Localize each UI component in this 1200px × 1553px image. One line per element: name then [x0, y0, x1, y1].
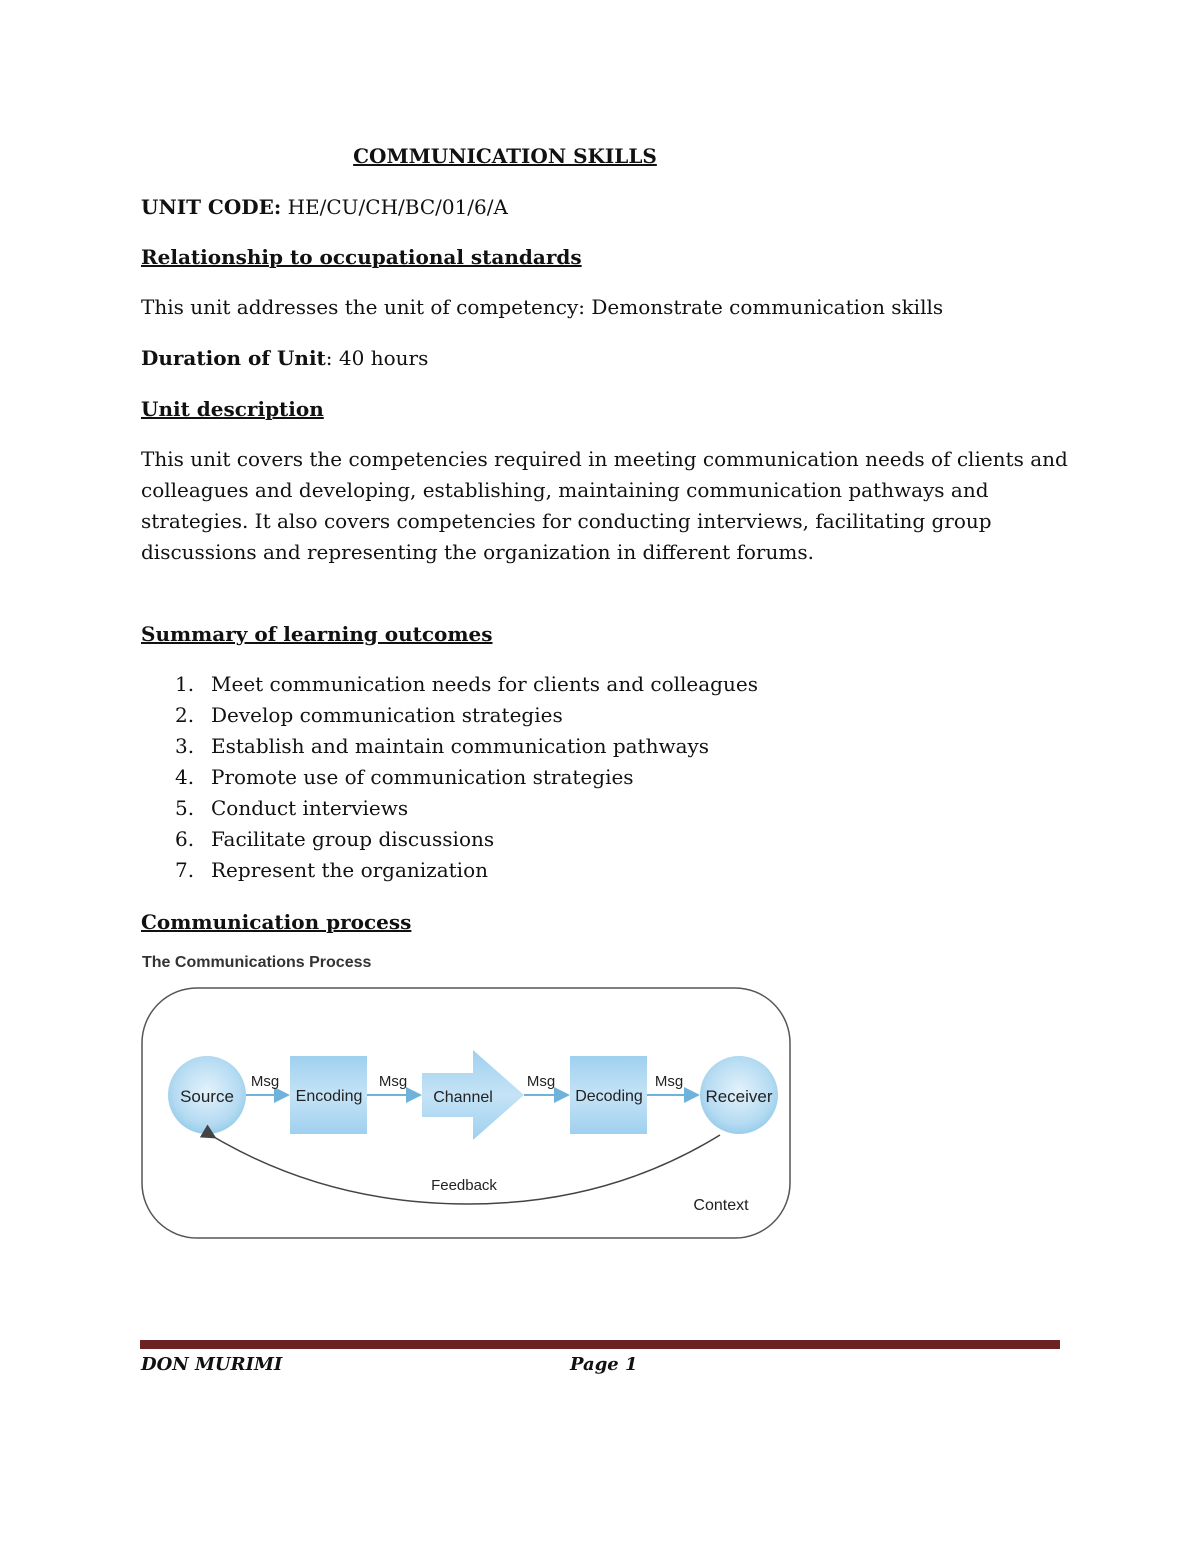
source-label: Source [180, 1087, 234, 1106]
msg-label: Msg [250, 1073, 280, 1090]
duration-line [141, 343, 428, 374]
channel-label: Channel [433, 1089, 493, 1106]
msg-label: Msg [378, 1073, 408, 1090]
communication-process-diagram [138, 982, 798, 1244]
list-item: 2. Develop communication strategies [175, 703, 563, 727]
list-item: 7. Represent the organization [175, 858, 489, 882]
receiver-label: Receiver [705, 1087, 773, 1106]
footer-author: DON MURIMI [141, 1354, 283, 1375]
page-title: COMMUNICATION SKILLS [353, 144, 657, 168]
list-item: 3. Establish and maintain communication pathways [175, 734, 710, 758]
unit-code-line [141, 192, 508, 223]
context-label: Context [693, 1197, 749, 1214]
feedback-label: Feedback [431, 1177, 497, 1194]
communication-process-heading: Communication process [141, 910, 412, 934]
learning-outcomes-list [141, 669, 758, 886]
list-item: 4. Promote use of communication strategies [175, 765, 634, 789]
list-item: 5. Conduct interviews [175, 796, 409, 820]
unit-code-label: UNIT CODE: [141, 195, 282, 219]
msg-label: Msg [526, 1073, 556, 1090]
relationship-text: This unit addresses the unit of competency: Demonstrate communication skills [141, 295, 944, 319]
encoding-label: Encoding [295, 1088, 363, 1105]
unit-description-text: This unit covers the competencies required in meeting communication needs of clients and colleagues and developing, establishing, maintaining communication pathways and strategies. It also covers competencies for conducting interviews, facilitating group discussions and representing the organization in different forums. [141, 447, 1068, 564]
learning-outcomes-heading: Summary of learning outcomes [141, 622, 493, 646]
unit-code-value: HE/CU/CH/BC/01/6/A [287, 195, 508, 219]
duration-value: : 40 hours [325, 346, 429, 370]
footer-page-number: Page 1 [570, 1354, 638, 1375]
msg-label: Msg [654, 1073, 684, 1090]
list-item: 1. Meet communication needs for clients and colleagues [175, 672, 758, 696]
list-item: 6. Facilitate group discussions [175, 827, 495, 851]
footer-rule [140, 1340, 1060, 1349]
duration-label: Duration of Unit [141, 346, 326, 370]
decoding-label: Decoding [575, 1088, 643, 1105]
figure-title: The Communications Process [142, 954, 372, 971]
relationship-heading: Relationship to occupational standards [141, 245, 582, 269]
unit-description-heading: Unit description [141, 397, 324, 421]
